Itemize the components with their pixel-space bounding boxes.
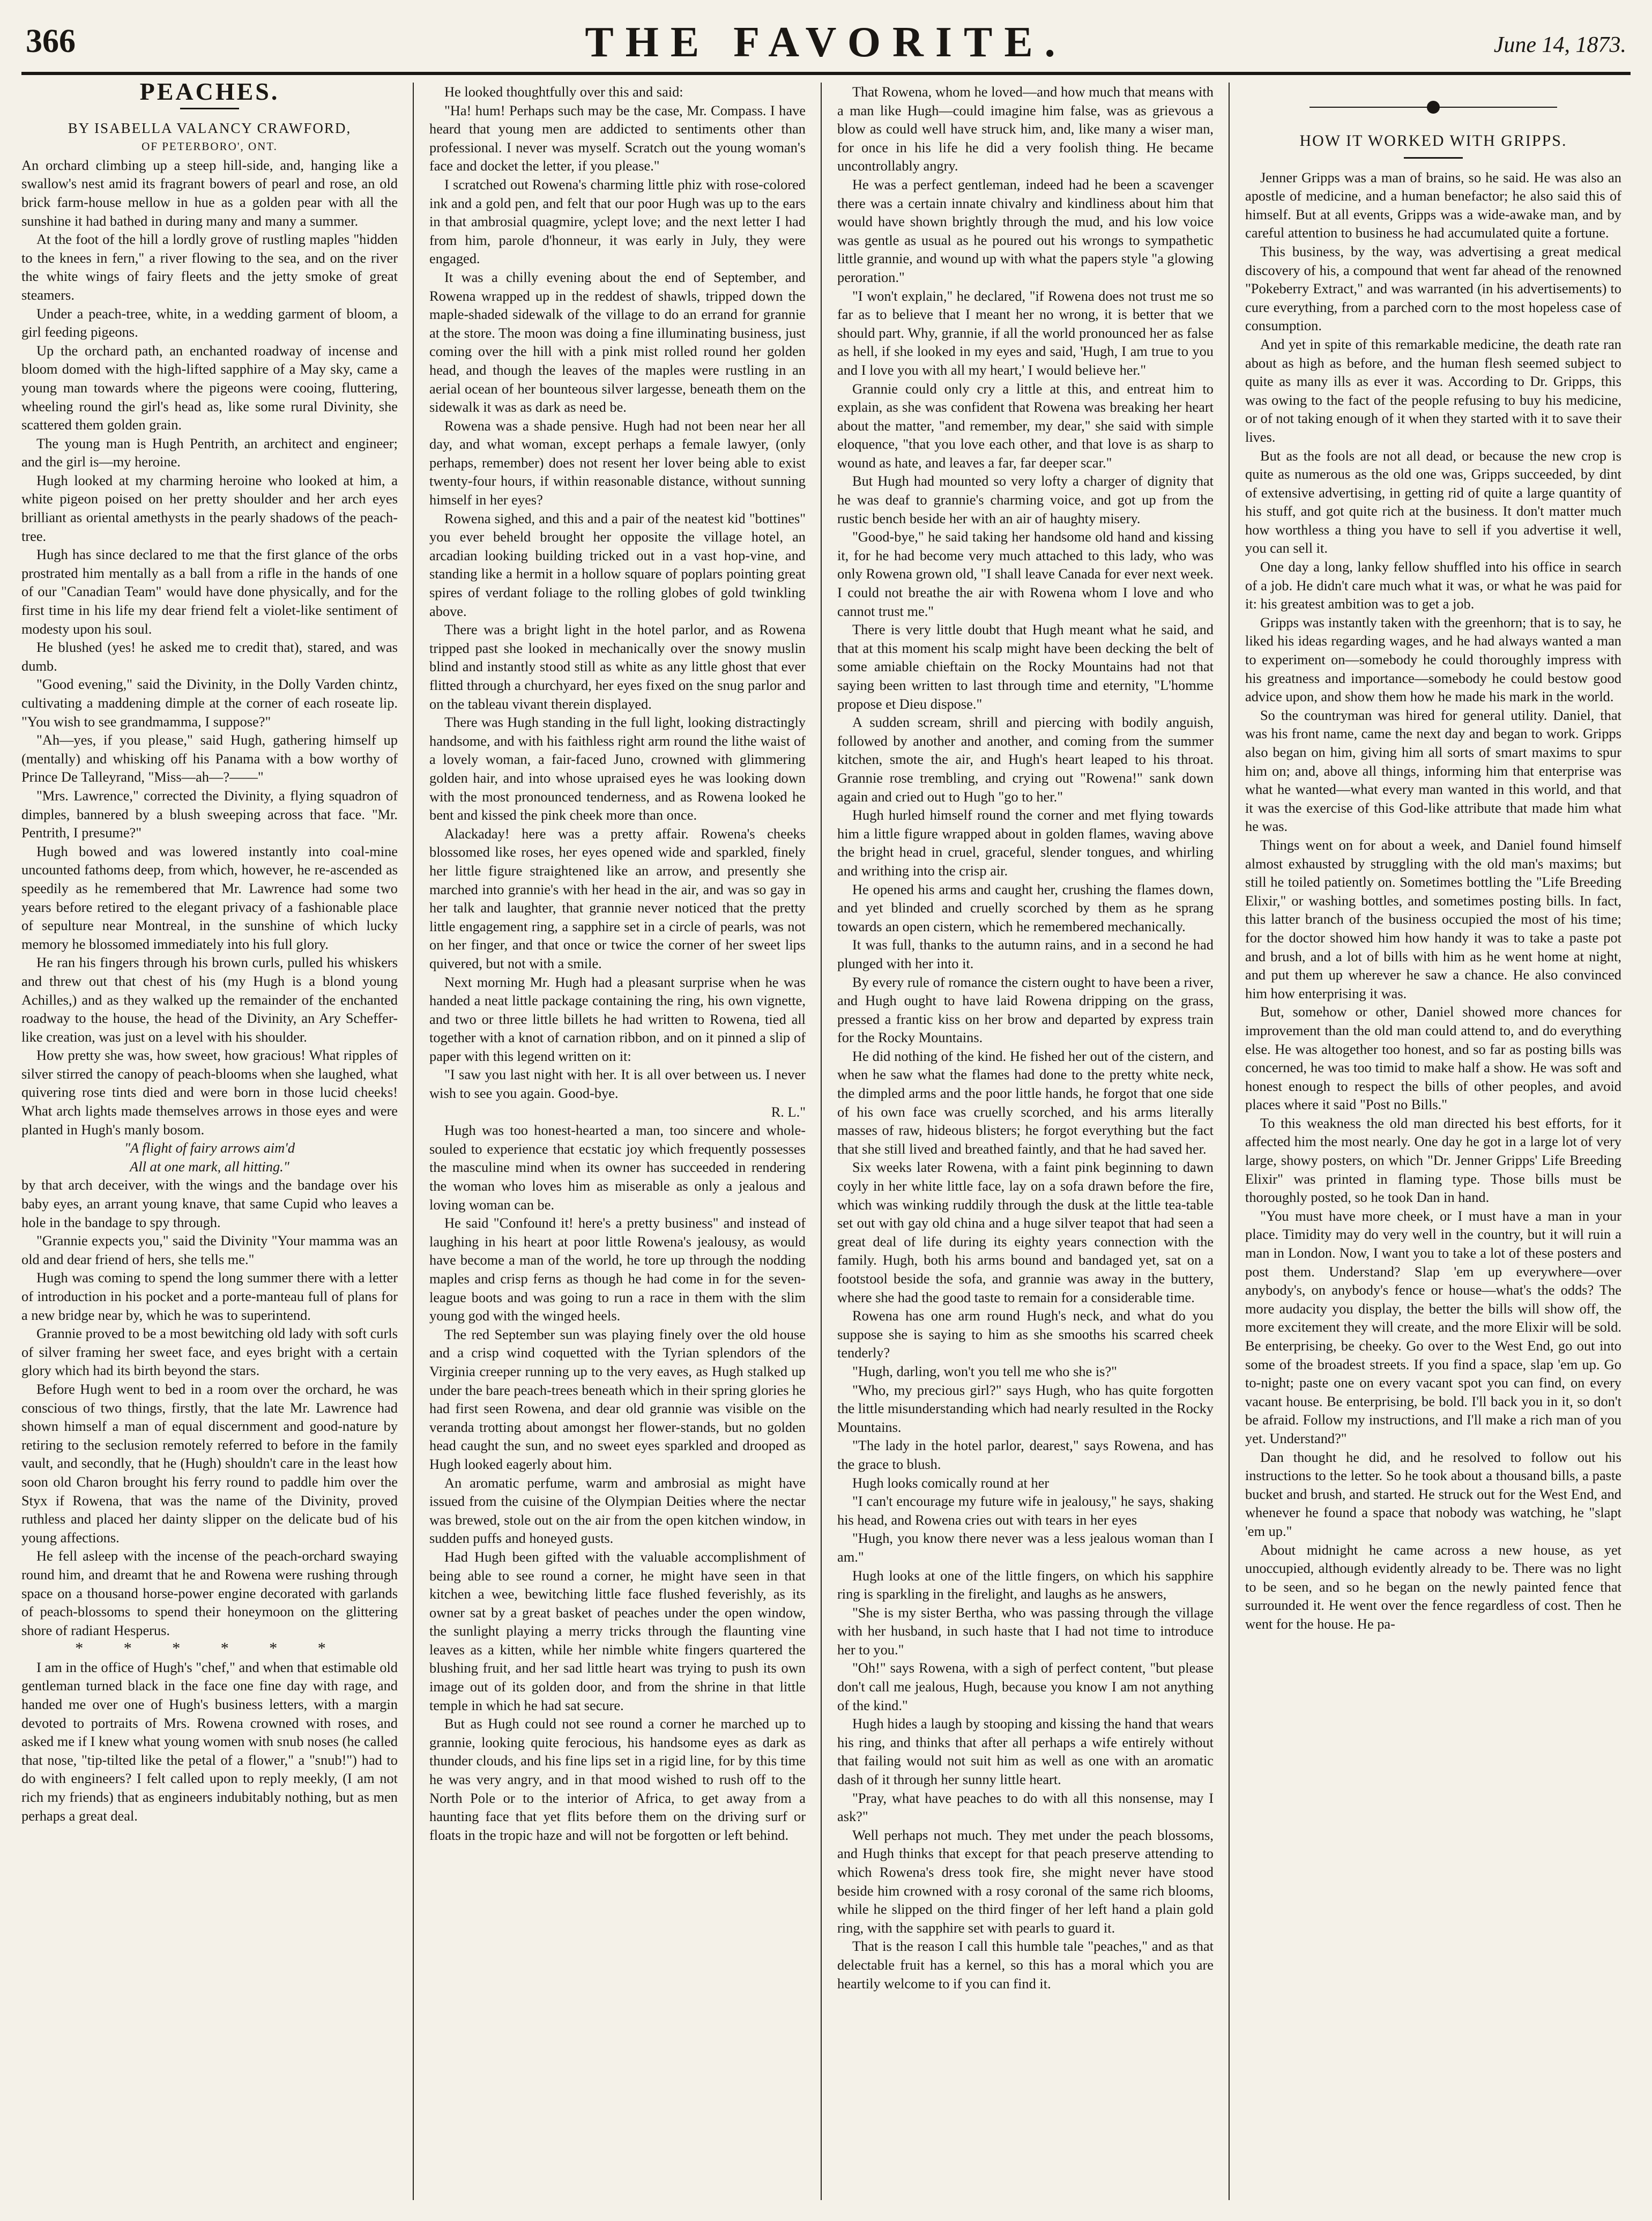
title-rule [1404,157,1463,159]
paragraph: One day a long, lanky fellow shuffled into his office in search of a job. He didn't care much what it was, or what he was paid for it: his greatest ambition was to get a job. [1245,559,1621,612]
verse-line: "A flight of fairy arrows aim'd [124,1140,295,1156]
paragraph: Hugh hides a laugh by stooping and kissing the hand that wears his ring, and thinks that after all perhaps a wife entirely without that failing would not suit him as well as one with an aromatic dash of it through her sunny little heart. [837,1715,1214,1788]
paragraph: He fell asleep with the incense of the peach-orchard swaying round him, and dreamt that he and Rowena were rushing through space on a thousand horse-power engine decorated with garlands of peach-blossoms to spend their honeymoon on the glittering shore of radiant Hesperus. [21,1548,398,1638]
column-1 [21,83,398,2200]
column-4 [1245,83,1621,2200]
paragraph: That Rowena, whom he loved—and how much that means with a man like Hugh—could imagine him false, was as grievous a blow as could well have struck him, and, like many a wiser man, for once in his life he did a very foolish thing. He became uncontrollably angry. [837,84,1214,174]
byline: BY ISABELLA VALANCY CRAWFORD, [68,120,352,136]
paragraph: But Hugh had mounted so very lofty a charger of dignity that he was deaf to grannie's charming voice, and got up from the rustic bench beside her with an air of haughty misery. [837,473,1214,526]
masthead-rule [21,72,1631,75]
paragraph: "She is my sister Bertha, who was passing through the village with her husband, in such haste that I had not time to introduce her to you." [837,1604,1214,1658]
paragraph: "Hugh, darling, won't you tell me who she is?" [852,1363,1117,1379]
paragraph: I am in the office of Hugh's "chef," and when that estimable old gentleman turned black in the face one fine day with rage, and handed me over one of Hugh's business letters, with a margin devoted to portraits of Mrs. Rowena crowned with roses, and asked me if I knew what young women with snub noses (he called that nose, "tip-tilted like the petal of a flower," a "snub!") had to do with engineers? I felt called upon to reply meekly, (I am not rich my friends) that as engineers indubitably nothing, but as men perhaps a great deal. [21,1659,398,1824]
paragraph: But as Hugh could not see round a corner he marched up to grannie, looking quite ferocious, his handsome eyes as dark as thunder clouds, and his fine lips set in a rigid line, for by this time he was very angry, and in that mood wished to rush off to the North Pole or to the interior of Africa, to get away from a haunting face that yet flits before them on the driving surf or floats in the tropic haze and will not be forgotten or left behind. [429,1715,806,1843]
paragraph: "I can't encourage my future wife in jealousy," he says, shaking his head, and Rowena cries out with tears in her eyes [837,1493,1214,1528]
paragraph: The red September sun was playing finely over the old house and a crisp wind coquetted with the Tyrian splendors of the Virginia creeper running up to the very eaves, as Hugh stalked up under the bare peach-trees beneath which in their spring glories he had first seen Rowena, and dear old grannie was visible on the veranda trotting about amongst her flower-stands, but no golden head caught the sun, and no sweet eyes sparkled and drooped as Hugh looked eagerly about him. [429,1326,806,1472]
paragraph: "The lady in the hotel parlor, dearest," says Rowena, and has the grace to blush. [837,1437,1214,1472]
paragraph: Rowena was a shade pensive. Hugh had not been near her all day, and what woman, except perhaps a female lawyer, (only perhaps, remember) does not resent her lover being able to exist twenty-four hours, if within reasonable distance, without sunning himself in her eyes? [429,417,806,508]
paragraph: by that arch deceiver, with the wings and the bandage over his baby eyes, an arrant young knave, that same Cupid who leaves a hole in the bandage to spy through. [21,1177,398,1230]
paragraph: An orchard climbing up a steep hill-side, and, hanging like a swallow's nest amid its fragrant bowers of pearl and rose, an old brick farm-house mellow in hue as a golden pear with all the sunshine it had bathed in during many and many a summer. [21,157,398,229]
paragraph: "Who, my precious girl?" says Hugh, who has quite forgotten the little misunderstanding which had nearly resulted in the Rocky Mountains. [837,1381,1214,1435]
author-location: OF PETERBORO', ONT. [142,140,278,153]
paragraph: Well perhaps not much. They met under the peach blossoms, and Hugh thinks that except for that peach preserve attending to which Rowena's dress took fire, she might never have stood beside him crowned with a rosy coronal of the same rich blooms, while he slipped on the third finger of her left hand a plain gold ring, with the sapphire set with pearls to guard it. [837,1826,1214,1936]
page-number: 366 [26,23,76,60]
paragraph: It was full, thanks to the autumn rains, and in a second he had plunged with her into it. [837,937,1214,971]
paragraph: Six weeks later Rowena, with a faint pink beginning to dawn coyly in her white little face, lay on a sofa drawn before the fire, which was winking ruddily through the dusk at the little tea-table set out with gay old china and a huge silver teapot that had seen a great deal of life during its eighty years connection with the family. Hugh, both his arms bound and bandaged yet, sat on a footstool beside the sofa, and grannie was away in the buttery, where she had the good taste to remain for a considerable time. [837,1159,1214,1305]
paragraph: And yet in spite of this remarkable medicine, the death rate ran about as high as before, and the human flesh seemed subject to quite as many ills as ever it was. According to Dr. Gripps, this was owing to the fact of the people refusing to buy his medicine, or of not taking enough of it when they started with it to save their lives. [1245,336,1621,445]
paragraph: "I won't explain," he declared, "if Rowena does not trust me so far as to believe that I meant her no wrong, it is better that we should part. Why, grannie, if all the world pronounced her as false as hell, if she looked in my eyes and said, 'Hugh, I am true to you and I love you with all my heart,' I would believe her." [837,287,1214,378]
paragraph: Grannie proved to be a most bewitching old lady with soft curls of silver framing her sweet face, and eyes bright with a certain glory which had its birth beyond the stars. [21,1325,398,1379]
column-rule [1229,83,1230,2200]
paragraph: "You must have more cheek, or I must have a man in your place. Timidity may do very well in the country, but it will ruin a man in London. Now, I want you to take a lot of these posters and post them. Understand? Slap 'em up everywhere—over anybody's, on anybody's fence or house—what's the odds? The more audacity you display, the better the bills will show off, the more excitement they will create, and the more Elixir will be sold. Be enterprising, be cheeky. Go over to the West End, go out into some of the broadest streets. If you find a space, slap 'em up. Go to-night; paste one on every vacant spot you can find, on every vacant house. Be enterprising, be bold. I'll back you in it, so don't be afraid. Follow my instructions, and I'll make a rich man of you yet. Understand?" [1245,1207,1621,1446]
masthead [21,16,1631,70]
section-break: * * * * * * [75,1639,344,1658]
paragraph: He opened his arms and caught her, crushing the flames down, and yet blinded and cruelly scorched by them as he sprang towards an open cistern, which he remembered mechanically. [837,881,1214,934]
paragraph: This business, by the way, was advertising a great medical discovery of his, a compound that went far ahead of the renowned "Pokeberry Extract," and was warranted (in his advertisements) to cure everything, from a parched corn to the most hopeless case of consumption. [1245,243,1621,334]
paragraph: Hugh looks comically round at her [852,1474,1050,1491]
paragraph: Up the orchard path, an enchanted roadway of incense and bloom domed with the high-lifted sapphire of a May sky, came a young man towards where the pigeons were cooing, fluttering, wheeling round the girl's head as, like some rural Divinity, she scattered them golden grain. [21,342,398,433]
paragraph: He ran his fingers through his brown curls, pulled his whiskers and threw out that chest of his (my Hugh is a blond young Achilles,) and as they walked up the remainder of the enchanted roadway to the house, the head of the Divinity, an Ary Scheffer-like creation, was just on a level with his shoulder. [21,954,398,1045]
paragraph: Under a peach-tree, white, in a wedding garment of bloom, a girl feeding pigeons. [21,305,398,340]
paragraph: Hugh has since declared to me that the first glance of the orbs prostrated him mentally as a ball from a rifle in the hands of one of our "Canadian Team" would have done physically, and for the first time in his life my dear friend felt a violet-like sentiment of modesty upon his soul. [21,546,398,637]
paragraph: He looked thoughtfully over this and said: [444,84,683,100]
newspaper-page [21,16,1631,2205]
paragraph: "Mrs. Lawrence," corrected the Divinity, a flying squadron of dimples, bannered by a blush sweeping across that face. "Mr. Pentrith, I presume?" [21,787,398,841]
paragraph: "Good-bye," he said taking her handsome old hand and kissing it, for he had become very much attached to this lady, who was only Rowena grown old, "I shall leave Canada for ever next week. I could not breathe the air with Rowena whom I love and who cannot trust me." [837,529,1214,619]
column-rule [821,83,822,2200]
paragraph: Things went on for about a week, and Daniel found himself almost exhausted by struggling with the old man's maxims; but still he toiled patiently on. Sometimes bottling the "Life Breeding Elixir," or washing bottles, and sometimes posting bills. In fact, this latter branch of the business occupied the most of his time; for the doctor showed him how handy it was to take a paste pot and brush, and a lot of bills with him as he went home at night, and put them up wherever he saw a chance. He also convinced him how enterprising it was. [1245,836,1621,1001]
paragraph: Hugh was too honest-hearted a man, too sincere and whole-souled to experience that ecstatic joy which frequently possesses the masculine mind when its owner has succeeded in rendering the woman who loves him as miserable as only a jealous and loving woman can be. [429,1122,806,1213]
paragraph: Had Hugh been gifted with the valuable accomplishment of being able to see round a corner, he might have seen in that kitchen a wee, bewitching little face flushed feverishly, as its owner sat by a great basket of peaches under the open window, the sunlight playing a merry tricks through the flaunting vine leaves as a kitten, while her nimble white fingers quartered the blushing fruit, and her sad little heart was trying to push its own image out of its golden door, and from the shrine in that little temple in which he had sat secure. [429,1548,806,1713]
paragraph: A sudden scream, shrill and piercing with bodily anguish, followed by another and another, and coming from the summer kitchen, smote the air, and Hugh's heart leaped to his throat. Grannie rose trembling, and crying out "Rowena!" sank down again and cried out to Hugh "go to her." [837,714,1214,805]
paragraph: He blushed (yes! he asked me to credit that), stared, and was dumb. [21,639,398,674]
paragraph: Jenner Gripps was a man of brains, so he said. He was also an apostle of medicine, and a human benefactor; he also said this of himself. But at all events, Gripps was a wide-awake man, and by careful attention to business he had accumulated quite a fortune. [1245,169,1621,241]
paragraph: Hugh was coming to spend the long summer there with a letter of introduction in his pocket and a porte-manteau full of plans for a new bridge near by, which he was to superintend. [21,1269,398,1323]
paragraph: "Hugh, you know there never was a less jealous woman than I am." [837,1530,1214,1565]
paragraph: "Ah—yes, if you please," said Hugh, gathering himself up (mentally) and whisking off his Panama with a bow worthy of Prince De Talleyrand, "Miss—ah—?——" [21,732,398,785]
paragraph: By every rule of romance the cistern ought to have been a river, and Hugh ought to have laid Rowena dripping on the grass, pressed a frantic kiss on her brow and departed by express train for the Rocky Mountains. [837,974,1214,1046]
paragraph: Hugh bowed and was lowered instantly into coal-mine uncounted fathoms deep, from which, however, he re-ascended as speedily as he remembered that Mr. Lawrence had some two years before retired to the elegant privacy of a fashionable place of sepulture near Montreal, in the sunshine of which lucky memory he blossomed immediately into his full glory. [21,843,398,952]
paragraph: Dan thought he did, and he resolved to follow out his instructions to the letter. So he took about a thousand bills, a paste bucket and brush, and started. He struck out for the West End, and whenever he found a space that nobody was watching, he "slapt 'em up." [1245,1449,1621,1539]
paragraph: It was a chilly evening about the end of September, and Rowena wrapped up in the reddest of shawls, tripped down the maple-shaded sidewalk of the village to do an errand for grannie at the store. The moon was doing a fine illuminating business, just coming over the hill with a pink mist rolled round her golden head, and though the leaves of the maples were rustling in an aerial ocean of her bounteous silver largesse, beneath them on the sidewalk it was as dark as need be. [429,269,806,415]
paragraph: How pretty she was, how sweet, how gracious! What ripples of silver stirred the canopy of peach-blooms when she laughed, what quivering rose tints died and were born in those lucid cheeks! What arch lights made themselves arrows in those eyes and were planted in Hugh's manly bosom. [21,1047,398,1138]
paragraph: Hugh looked at my charming heroine who looked at him, a white pigeon poised on her pretty shoulder and her arch eyes brilliant as oriental amethysts in the pearly shadows of the peach-tree. [21,472,398,544]
ornament-icon [1427,101,1440,114]
story-title: HOW IT WORKED WITH GRIPPS. [1299,132,1567,150]
paragraph: The young man is Hugh Pentrith, an architect and engineer; and the girl is—my heroine. [21,435,398,470]
paragraph: Grannie could only cry a little at this, and entreat him to explain, as she was confident that Rowena was breaking her heart about the matter, "and remember, my dear," she said with simple eloquence, "that you love each other, and that love is as sharp to wound as hate, and leaves a far, far deeper scar." [837,380,1214,471]
story-divider [1245,96,1621,118]
paragraph: There is very little doubt that Hugh meant what he said, and that at this moment his scalp might have been decking the belt of some amiable chieftain on the Rocky Mountains had not that saying been written to last through time and eternity, "L'homme propose et Dieu dispose." [837,621,1214,712]
paragraph: Alackaday! here was a pretty affair. Rowena's cheeks blossomed like roses, her eyes opened wide and sparkled, finely her little figure straightened like an arrow, and presently she marched into grannie's with her head in the air, and was so gay in her talk and laughter, that grannie never noticed that the pretty little engagement ring, a sapphire set in a circle of pearls, was not on her finger, and that once or twice the corner of her sweet lips quivered, but not with a smile. [429,825,806,971]
verse-line: All at one mark, all hitting." [130,1158,289,1175]
paragraph: He was a perfect gentleman, indeed had he been a scavenger there was a certain innate chivalry and kindliness about him that would have shown brightly through the mud, and his low voice was gentle as usual as he poured out his wrongs to sympathetic little grannie, and wound up with what the papers style "a glowing peroration." [837,176,1214,285]
paragraph: "Good evening," said the Divinity, in the Dolly Varden chintz, cultivating a maddening dimple at the corner of each roseate lip. "You wish to see grandmamma, I suppose?" [21,676,398,730]
paragraph: But, somehow or other, Daniel showed more chances for improvement than the old man could attend to, and do everything else. He was altogether too honest, and so far as posting bills was concerned, he was too timid to make half a show. He was soft and honest enough to respect the bills of other peoples, and avoid places where it said "Post no Bills." [1245,1004,1621,1113]
column-3 [837,83,1214,2200]
paragraph: He did nothing of the kind. He fished her out of the cistern, and when he saw what the flames had done to the pretty white neck, the dimpled arms and the poor little hands, he forgot that one side of his own face was cruelly scorched, and his arms literally masses of raw, hideous blisters; he forgot everything but the fact that she still lived and breathed faintly, and that he had saved her. [837,1048,1214,1157]
title-rule [180,108,239,109]
paragraph: "Pray, what have peaches to do with all this nonsense, may I ask?" [837,1789,1214,1825]
paragraph: Next morning Mr. Hugh had a pleasant surprise when he was handed a neat little package containing the ring, his own vignette, and two or three little billets he had written to Rowena, tied all together with a knot of carnation ribbon, and on it pinned a slip of paper with this legend written on it: [429,974,806,1064]
paragraph: So the countryman was hired for general utility. Daniel, that was his front name, came the next day and began to work. Gripps also began on him, giving him all sorts of smart maxims to spur him on; and, above all things, informing him that enterprise was what he wanted—what every man wanted in this world, and that it was the exercise of this God-like attribute that made him what he was. [1245,707,1621,835]
paragraph: There was Hugh standing in the full light, looking distractingly handsome, and with his faithless right arm round the lithe waist of a lovely woman, a fair-faced Juno, crowned with glimmering golden hair, and into whose upraised eyes he was looking down with the most pronounced tenderness, and as Rowena looked he bent and kissed the pink cheek more than once. [429,714,806,823]
paragraph: Gripps was instantly taken with the greenhorn; that is to say, he liked his ideas regarding wages, and he had always wanted a man to experiment on—somebody he could thoroughly impress with his greatness and importance—somebody he could bestow good advice upon, and show them how he made his mark in the world. [1245,614,1621,705]
paragraph: Rowena has one arm round Hugh's neck, and what do you suppose she is saying to him as she smooths his scarred cheek tenderly? [837,1308,1214,1361]
paragraph: Hugh looks at one of the little fingers, on which his sapphire ring is sparkling in the firelight, and laughs as he answers, [837,1567,1214,1602]
story-title: PEACHES. [139,83,280,105]
paragraph: An aromatic perfume, warm and ambrosial as might have issued from the cuisine of the Olympian Deities where the nectar was brewed, stole out on the air from the open kitchen window, in sudden puffs and honeyed gusts. [429,1474,806,1547]
paragraph: He said "Confound it! here's a pretty business" and instead of laughing in his heart at poor little Rowena's jealousy, as would have become a man of the world, he tore up through the nodding maples and crisp ferns as though he had come in for the seven-league boots and was going to run a race in them with the slim young god with the winged heels. [429,1215,806,1324]
letter-signature: R. L." [771,1103,806,1120]
paragraph: That is the reason I call this humble tale "peaches," and as that delectable fruit has a kernel, so this has a moral which you are heartily welcome to if you can find it. [837,1938,1214,1992]
paragraph: To this weakness the old man directed his best efforts, for it affected him the most nearly. One day he got in a large lot of very large, showy posters, on which "Dr. Jenner Gripps' Life Breeding Elixir" was printed in flaming type. Those bills must be thoroughly posted, so he took Dan in hand. [1245,1115,1621,1206]
paragraph: Hugh hurled himself round the corner and met flying towards him a little figure wrapped about in golden flames, waving above the bright head in cruel, graceful, slender tongues, and whirling and writhing into the crisp air. [837,807,1214,879]
column-rule [413,83,414,2200]
journal-title: THE FAVORITE. [585,19,1067,66]
paragraph: At the foot of the hill a lordly grove of rustling maples "hidden to the knees in fern," a river flowing to the sea, and on the river the white wings of fairy fleets and the jetty smoke of great steamers. [21,231,398,303]
paragraph: "Grannie expects you," said the Divinity "Your mamma was an old and dear friend of hers, she tells me." [21,1232,398,1267]
issue-date: June 14, 1873. [1493,33,1626,57]
paragraph: There was a bright light in the hotel parlor, and as Rowena tripped past she looked in mechanically over the snowy muslin blind and instantly stood still as white as any little ghost that ever flitted through a churchyard, her eyes fixed on the snug parlor and on the tableau vivant therein displayed. [429,621,806,712]
paragraph: About midnight he came across a new house, as yet unoccupied, although evidently already to be. There was no light to be seen, and so he began on the newly painted fence that surrounded it. He went over the fence regardless of cost. Then he went for the house. He pa- [1245,1541,1621,1632]
paragraph: "Ha! hum! Perhaps such may be the case, Mr. Compass. I have heard that young men are addicted to sentiments other than professional. I never was myself. Scratch out the young woman's face and docket the letter, if you please." [429,102,806,174]
paragraph: "Oh!" says Rowena, with a sigh of perfect content, "but please don't call me jealous, Hugh, because you know I am not anything of the kind." [837,1660,1214,1713]
column-2 [429,83,806,2200]
paragraph: But as the fools are not all dead, or because the new crop is quite as numerous as the old one was, Gripps succeeded, by dint of extensive advertising, in getting rid of quite a large quantity of his stuff, and got quite rich at the business. It don't matter much how worthless a thing you have to sell if you advertise it well, you can sell it. [1245,447,1621,556]
quoted-letter: "I saw you last night with her. It is all over between us. I never wish to see you again. Good-bye. [429,1066,806,1102]
paragraph: Rowena sighed, and this and a pair of the neatest kid "bottines" you ever beheld brought her opposite the village hotel, an arcadian looking building tricked out in a vast hop-vine, and standing like a hermit in a hollow square of poplars pointing great spires of verdant foliage to the rolling globes of gold twinkling above. [429,510,806,619]
paragraph: Before Hugh went to bed in a room over the orchard, he was conscious of two things, firstly, that the late Mr. Lawrence had shown himself a man of equal discernment and good-nature by retiring to the seclusion remotely referred to before in the family vault, and secondly, that he (Hugh) shouldn't care in the least how soon old Charon brought his ferry round to paddle him over the Styx if Rowena, that was the name of the Divinity, proved ruthless and placed her dainty slipper on the delicate bud of his young affections. [21,1380,398,1546]
paragraph: I scratched out Rowena's charming little phiz with rose-colored ink and a gold pen, and felt that our poor Hugh was up to the ears in that ambrosial quagmire, yclept love; and the next letter I had from him, parole d'honneur, it was early in July, they were engaged. [429,176,806,267]
